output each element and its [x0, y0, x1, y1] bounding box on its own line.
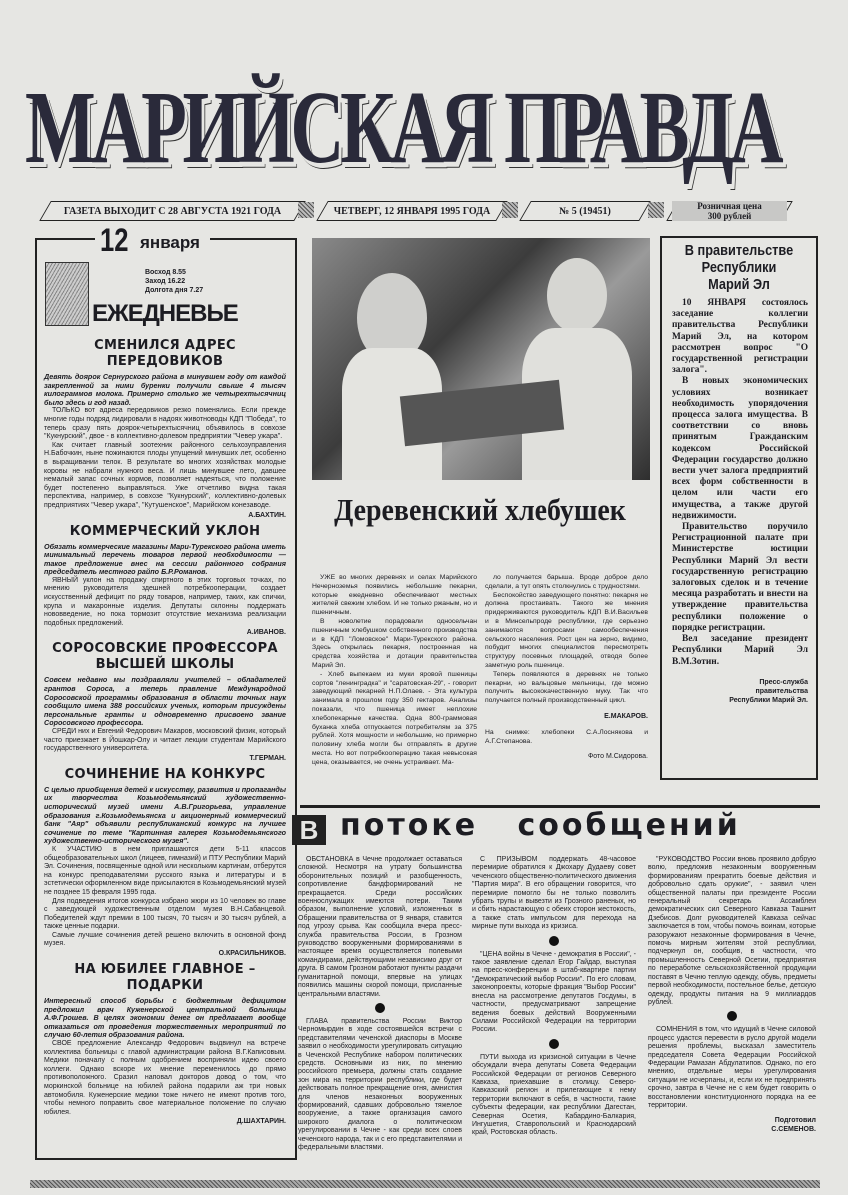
sunrise: Восход 8.55: [145, 269, 186, 276]
issue-date: ЧЕТВЕРГ, 12 ЯНВАРЯ 1995 ГОДА: [322, 201, 502, 221]
article-title: КОММЕРЧЕСКИЙ УКЛОН: [69, 523, 261, 539]
feature-headline: Деревенский хлебушек: [334, 492, 626, 527]
ezhednevye-logo-icon: [45, 262, 89, 326]
left-articles: [44, 334, 286, 1126]
paragraph: Беспокойство заведующего понятно: пекарня не должна простаивать. Такого же мнения придерживаются руководитель КДП В.И.Васильев и в Минсельпроде республики, где серьезно занимаются вопросами самообеспечения сельского населения. Рост цен на зерно, видимо, побудит многих специалистов пересмотреть структуру посевных площадей, отводя более заметную роль пшенице.: [485, 591, 648, 669]
paragraph: Теперь появляются в деревнях не только пекарни, но вальцовые мельницы, где можно получить высококачественную муку. Так что получается полный производственный цикл.: [485, 670, 648, 705]
news-column-1: [298, 856, 462, 1155]
newspaper-masthead: МАРИЙСКАЯ ПРАВДА: [25, 70, 780, 185]
paragraph: Правительство поручило Регистрационной палате при Министерстве юстиции Республики Марий Эл вести государственную регистрацию залоговых сделок и в течение месяца разработать и внести на утверждение правительства республики положение о порядке регистрации.: [672, 522, 808, 633]
price-box: [672, 201, 787, 221]
news-column-3: [648, 856, 816, 1134]
paragraph: К УЧАСТИЮ в нем приглашаются дети 5-11 классов общеобразовательных школ (лицеев, гимназий) и ПТУ Республики Марий Эл. Сочинения, посвященные одной или нескольким картинам, отберутся на конкурс преподавателями русского языка и литературы и в эстетически оформленном виде присылаются в Козьмодемьянский музей не позднее 15 февраля 1995 года.: [44, 845, 286, 896]
article-body: [44, 407, 286, 510]
article-lead: Интересный способ борьбы с бюджетным дефицитом предложил врач Куженерской центральной больницы А.Ф.Грошев. В целях экономии денег он предлагает вообще отказаться от проведения торжественных мероприятий по случаю 60-летия образования района.: [44, 996, 286, 1040]
article-body: [44, 577, 286, 629]
news-item: С ПРИЗЫВОМ поддержать 48-часовое перемирие обратился к Джохару Дудаеву совет чеченского общественно-политического движения "Партия мира". В его обращении говорится, что перемирие помогло бы не только позволить убрать трупы и вывезти из Грозного раненых, но и сбить нарастающую с обеих сторон жестокость, а также стать импульсом для перехода на мирные пути выхода из кризиса.: [472, 856, 636, 931]
article-author: А.БАХТИН.: [248, 511, 286, 519]
paragraph: - Хлеб выпекаем из муки яровой пшеницы сортов "ленинградка" и "саратовская-29", - говорит заведующий пекарней Н.П.Олаев. - Эта культура занимала в прошлом году 350 гектаров. Анализы показали, что пшеница имеет неплохие хлебопекарные качества. Одна 800-граммовая буханка хлеба отпускается потребителям за 375 рублей. Хотя мощности и небольшие, но примерно половину хлеба могли бы отправлять в другие места. Но вот потребкооперацию такая невысокая цена, оказывается, не очень устраивает. Ма-: [312, 670, 477, 766]
day-length: Долгота дня 7.27: [145, 287, 204, 294]
prepared-by: [648, 1116, 816, 1134]
sunset: Заход 16.22: [145, 278, 186, 285]
sun-info: [145, 268, 203, 295]
news-item: ГЛАВА правительства России Виктор Черномырдин в ходе состоявшейся встречи с представителями чеченской диаспоры в Москве заявил о необходимости урегулировать ситуацию в Чеченской Республике набором политических средств. Основными из них, по мнению российского премьера, должны стать создание зон мира на территории республики, где будет действовать полное прекращение огня, амнистия для членов незаконных вооруженных формирований, сдавших добровольно тяжелое вооружение, а также организация самого широкого диалога о политическом урегулировании в Чечне - как среди всех слоев чеченского народа, так и с его представителями и федеральными властями.: [298, 1017, 462, 1151]
article-author: Д.ШАХТАРИН.: [236, 1118, 286, 1126]
hatch-divider: [648, 202, 664, 218]
article-author: А.ИВАНОВ.: [246, 629, 286, 637]
daily-day: 12: [100, 222, 129, 258]
feature-author: Е.МАКАРОВ.: [604, 712, 648, 720]
paragraph: Самые лучшие сочинения детей решено включить в основной фонд музея.: [44, 931, 286, 948]
bottom-hatch-bar: [30, 1180, 820, 1188]
paragraph: Как считает главный зоотехник районного сельхозуправления Н.Бабочкин, ныне пожинаются плоды упущений минувших лет, особенно в выращивании телок. В результате во многих хозяйствах молодые коровы не набрали нужного веса. И лишь минувшее лето, давшее немалый запас сочных кормов, позволяет надеяться, что положение будет постепенно выправляться. Уже отчетливо видна такая перспектива, например, в совхозе "Кукнурский", коллективно-долевых предприятиях "Чевер ужара", "Кутушенское", Марийском конезаводе.: [44, 441, 286, 509]
title-line: Марий Эл: [708, 276, 770, 293]
bullet-icon: [375, 1003, 385, 1013]
article-lead: Обязать коммерческие магазины Мари-Турекского района иметь минимальный перечень товаров первой необходимости — такое предложение внес на сессии районного собрания председатель местного райпо Б.Р.Романов.: [44, 541, 286, 577]
signature-line: Пресс-служба: [759, 678, 808, 686]
paragraph: СРЕДИ них и Евгений Федорович Макаров, московский физик, который часто приезжает в Йошкар-Олу и читает лекции студентам Марийского государственного университета.: [44, 728, 286, 753]
price-label: Розничная цена: [697, 201, 762, 211]
bullet-icon: [549, 1039, 559, 1049]
article-title: НА ЮБИЛЕЕ ГЛАВНОЕ – ПОДАРКИ: [74, 962, 256, 994]
signature-line: Республики Марий Эл.: [729, 696, 808, 704]
signature-line: правительства: [755, 687, 808, 695]
paragraph: В новых экономических условиях возникает необходимость упорядочения процесса залога имущества. В соответствии со вновь принятым Гражданским кодексом Российской Федерации государство должно вести учет залога предприятий всех форм собственности в целом или части его имущества, а также другой недвижимости.: [672, 376, 808, 521]
article-lead: Совсем недавно мы поздравляли учителей – обладателей грантов Сороса, а теперь правление Международной Соросовской программы образования в области точных наук сообщило имена 388 российских ученых, которым присуждены персональные гранты и одновременно присвоено звание Соросовского профессора.: [44, 675, 286, 728]
news-item: "ЦЕНА войны в Чечне - демократия в России", - такое заявление сделал Егор Гайдар, выступая на пресс-конференции в штаб-квартире партии "Демократический выбор России". По его словам, законопроекты, которые фракция "Выбор России" внесла на рассмотрение депутатов Госдумы, в частности, предусматривают запрещение ведения боевых действий Вооруженными Силами Российской Федерации на территории России.: [472, 950, 636, 1034]
article-body: [44, 846, 286, 949]
paragraph: ЯВНЫЙ уклон на продажу спиртного в этих торговых точках, по мнению руководителя здешней потребкооперации, создает искусственный дефицит по ряду товаров, например, таких, как спички, крупа и макаронные изделия. Депутаты склонны поддержать нововведение, но пока тормозит отсутствие механизма реализации подобных предложений.: [44, 576, 286, 627]
price-value: 300 рублей: [707, 211, 752, 221]
article-title: СОРОСОВСКИЕ ПРОФЕССОРА ВЫСШЕЙ ШКОЛЫ: [52, 641, 278, 673]
paragraph: В новолетие порадовали односельчан пшеничным хлебушком собственного производства и в КДП "Ломовское" Мари-Турекского района. Здесь открылась пекарня, построенная на средства хозяйства и дотации правительства Марий Эл.: [312, 617, 477, 669]
government-text: [672, 298, 808, 668]
prepared-by-label: Подготовил: [774, 1117, 816, 1125]
issue-number: № 5 (19451): [525, 201, 645, 221]
news-stream-title: потоке сообщений: [340, 808, 741, 843]
feature-column-2: [485, 574, 648, 761]
bullet-icon: [549, 936, 559, 946]
news-item: ПУТИ выхода из кризисной ситуации в Чечне обсуждали вчера депутаты Совета Федерации Российской Федерации от регионов Северного Кавказа, приехавшие в столицу. Северо-Кавказский регион и прилегающие к нему территории включают в себя, в частности, такие субъекты федерации, как республики Дагестан, Северная Осетия, Кабардино-Балкария, Ингушетия, Ставропольский и Краснодарский край, Ростовская область.: [472, 1053, 636, 1137]
paragraph: Для подведения итогов конкурса избрано жюри из 10 человек во главе с заведующей художественным отделом музея В.Н.Сабанцевой. Победителей ждут премии в 100 тысяч, 70 тысяч и 30 тысяч рублей, а также ценные подарки.: [44, 897, 286, 931]
hatch-divider: [502, 202, 518, 218]
news-column-2: [472, 856, 636, 1141]
news-item: "РУКОВОДСТВО России вновь проявило добрую волю, предложив незаконным вооруженным формированиям прекратить боевые действия и добровольно сдать оружие", - заявил член общественной палаты при президенте России генеральный секретарь Ассамблеи демократических сил Северного Кавказа Ташнит Дзебисов. Долг руководителей Кавказа сейчас заключается в том, чтобы помочь воинам, которые разоружают незаконные формирования в Чечне, помочь мирным жителям этой республики, подчеркнул он, сообщив, в частности, что промышленность Северной Осетии, предприятия по переработке сельскохозяйственной продукции поставят в Чечню теплую одежду, обувь, предметы первой необходимости, постельное белье, детскую одежду, продукты питания на 9 миллиардов рублей.: [648, 856, 816, 1006]
feature-column-2-text: [485, 574, 648, 706]
article-lead: Девять доярок Сернурского района в минувшем году от каждой закрепленной за ними буренки получили свыше 4 тысяч килограммов молока. Примерно столько же четырехтысячниц было здесь и год назад.: [44, 372, 286, 407]
photo-credit: Фото М.Сидорова.: [587, 753, 648, 761]
paragraph: ТОЛЬКО вот адреса передовиков резко поменялись. Если прежде многие годы подряд лидировали в надоях животноводы КДП "Победа", то теперь сразу пять доярок-четырехтысячниц объявилось в совхозе "Кукнурский", двое - в коллективно-долевом предприятии "Чевер ужара".: [44, 407, 286, 441]
article-title: СМЕНИЛСЯ АДРЕС ПЕРЕДОВИКОВ: [94, 338, 236, 369]
paragraph: 10 ЯНВАРЯ состоялось заседание коллегии правительства Республики Марий Эл, на котором рассмотрен вопрос "О государственной регистрации залога".: [672, 298, 808, 376]
article-body: [44, 1040, 286, 1117]
government-signature: [672, 678, 808, 705]
paragraph: УЖЕ во многих деревнях и селах Марийского Нечерноземья появились небольшие пекарни, которые ежедневно обеспечивают местных жителей свежим хлебом. И не только ржаным, но и пшеничным.: [312, 574, 477, 617]
daily-month: января: [140, 233, 200, 252]
news-item: ОБСТАНОВКА в Чечне продолжает оставаться сложной. Несмотря на утрату большинства оборонительных позиций и разобщенность, сопротивление бандформирований не прекращается. Среди российских военнослужащих имеются потери. Таким образом, выполнение условий, изложенных в Обращении правительства от 9 января, ставится под угрозу срыва. Как сообщила вчера пресс-служба правительства России, в Грозном руководство вооруженными формированиями в настоящее время осуществляется полевыми командирами, действующими независимо друг от друга. В самом Грозном работают пункты раздачи гуманитарной помощи, впервые на улицах появились машины скорой помощи, присланные центральными властями.: [298, 856, 462, 998]
article-author: О.КРАСИЛЬНИКОВ.: [218, 950, 286, 958]
article-body: [44, 728, 286, 754]
article-lead: С целью приобщения детей к искусству, развития и пропаганды их творчества Козьмодемьянский художественно-исторический музей имени А.В.Григорьева, управление образования г.Козьмодемьянска и акционерный коммерческий банк "Аяр" объявили республиканский конкурс на лучшее сочинение по теме "Картинная галерея Козьмодемьянского художественно-исторического музея".: [44, 784, 286, 846]
bullet-icon: [727, 1011, 737, 1021]
paragraph: Вел заседание президент Республики Марий Эл В.М.Зотин.: [672, 634, 808, 667]
title-line: В правительстве: [684, 242, 794, 259]
paragraph: СВОЕ предложение Александр Федорович выдвинул на встрече коллектива больницы с главой администрации района В.Г.Каписовым. Медики поначалу с полным одобрением восприняли идею своего коллеги. Однако вскоре их мнение переменилось до прямо противоположного. Сразил наповал докторов довод о том, что моркинской больнице на юбилей района подарили аж три новых автомобиля. Куженерские медики тоже ничего не имеют против того, чтобы немного поправить свое материальное положение по случаю юбилея.: [44, 1040, 286, 1116]
title-line: Республики: [701, 259, 777, 276]
government-title: [676, 242, 802, 293]
photo-caption: На снимке: хлебопеки С.А.Лоснякова и А.Г.Степанова.: [485, 728, 648, 745]
paragraph: ло получается барыша. Вроде доброе дело сделали, а тут опять столкнулись с трудностями.: [485, 574, 648, 590]
rubric-title: ЕЖЕДНЕВЬЕ: [92, 300, 238, 327]
feature-column-1: [312, 574, 477, 768]
banner-letter: В: [292, 815, 326, 845]
news-item: СОМНЕНИЯ в том, что идущий в Чечне силовой процесс удастся перевести в русло другой модели решения проблемы, высказал заместитель председателя Совета Федерации Российской Федерации Рамазан Абдулатипов. Однако, по его мнению, отдельные меры урегулирования ситуации не исчерпаны, и, если их не предпринять срочно, завтра в Чечне не с кем будет говорить о восстановлении конституционного порядка на ее территории.: [648, 1026, 816, 1109]
article-title: СОЧИНЕНИЕ НА КОНКУРС: [64, 766, 266, 782]
bakers-photo: [312, 238, 650, 480]
hatch-divider: [298, 202, 314, 218]
prepared-by-name: С.СЕМЕНОВ.: [771, 1126, 816, 1134]
government-content: [672, 298, 808, 705]
founded-note: ГАЗЕТА ВЫХОДИТ С 28 АВГУСТА 1921 ГОДА: [45, 201, 300, 221]
article-author: Т.ГЕРМАН.: [249, 754, 286, 762]
